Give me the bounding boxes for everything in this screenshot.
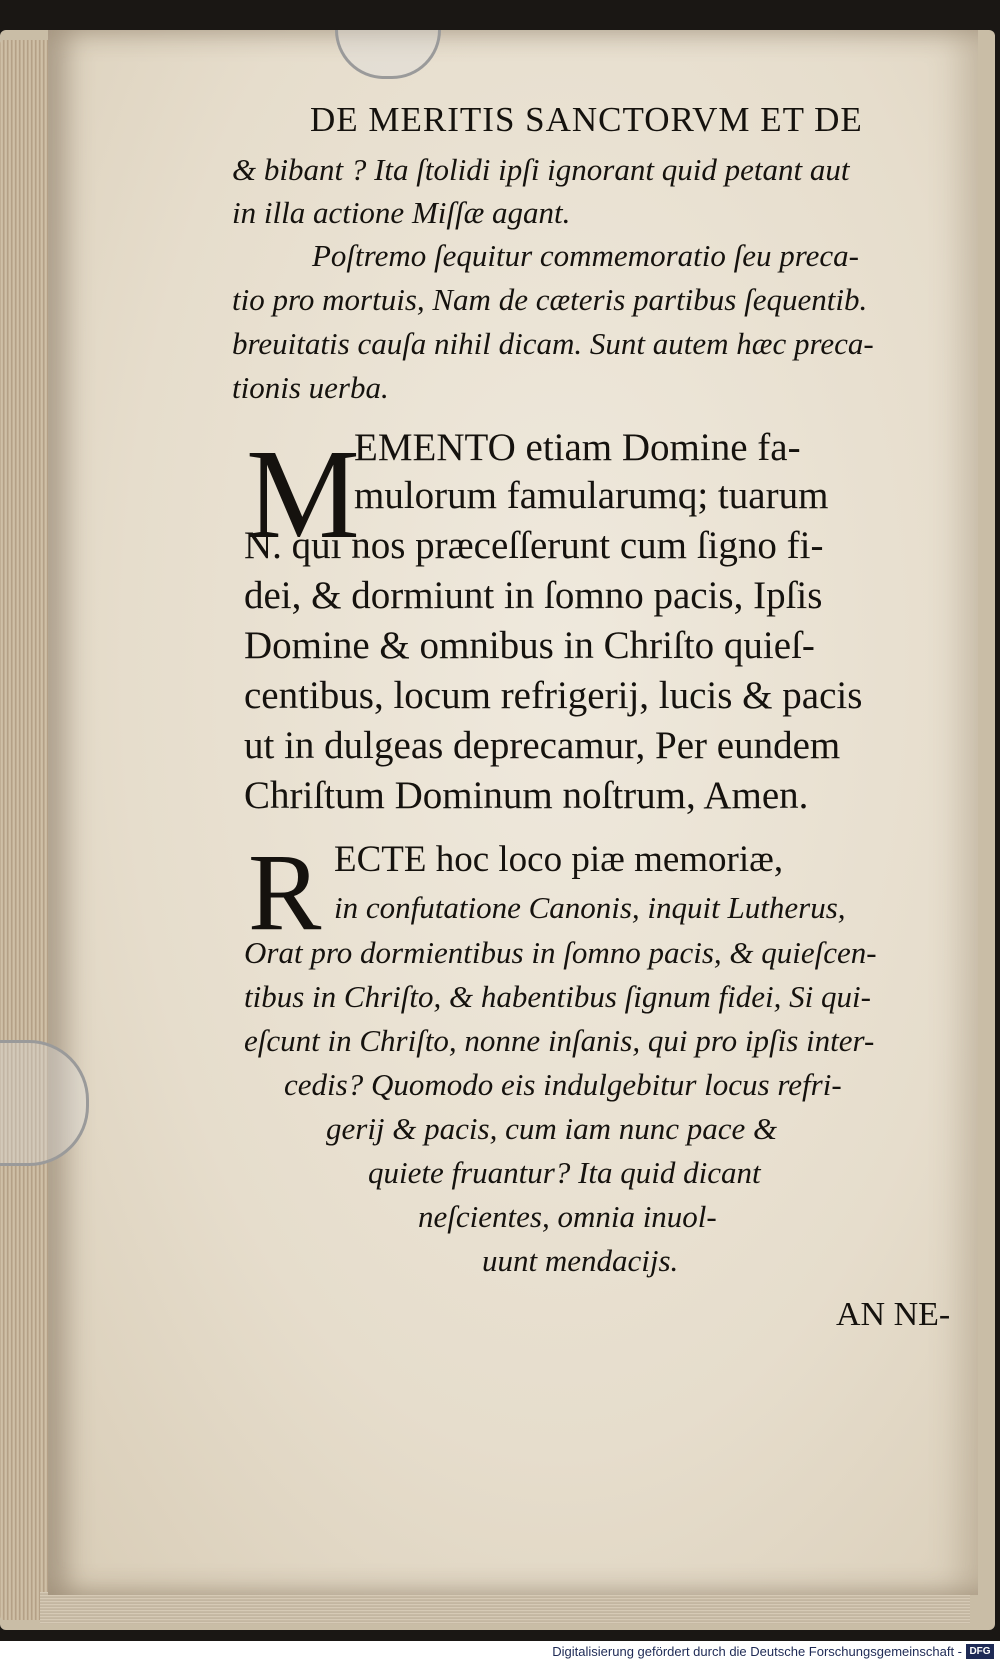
drop-cap-m: M xyxy=(246,423,360,565)
paragraph1-line-2: in illa actione Miſſæ agant. xyxy=(232,195,571,230)
memento-line-8: Chriſtum Dominum noſtrum, Amen. xyxy=(244,774,809,817)
page-edges-bottom xyxy=(40,1592,970,1624)
recte-first-line: ECTE hoc loco piæ memoriæ, xyxy=(334,839,784,880)
dfg-logo: DFG xyxy=(966,1644,994,1659)
memento-line-4: dei, & dormiunt in ſomno pacis, Ipſis xyxy=(244,574,823,617)
memento-line-7: ut in dulgeas deprecamur, Per eundem xyxy=(244,724,841,767)
recte-line-3: tibus in Chriſto, & habentibus ſignum fidei, Si qui- xyxy=(244,979,871,1014)
paragraph1-line-4: tio pro mortuis, Nam de cæteris partibus ſequentib. xyxy=(232,282,868,317)
page-edges-left xyxy=(0,40,48,1620)
recte-line-5: cedis? Quomodo eis indulgebitur locus refri- xyxy=(284,1067,842,1102)
footer-credit: Digitalisierung gefördert durch die Deutsche Forschungsgemeinschaft - xyxy=(552,1644,962,1659)
running-head: DE MERITIS SANCTORVM ET DE xyxy=(310,100,863,139)
paragraph1-line-3: Poſtremo ſequitur commemoratio ſeu preca- xyxy=(312,238,859,273)
recte-line-4: eſcunt in Chriſto, nonne inſanis, qui pro ipſis inter- xyxy=(244,1023,875,1058)
paragraph1-line-5: breuitatis cauſa nihil dicam. Sunt autem hæc preca- xyxy=(232,326,874,361)
catchword: AN NE- xyxy=(836,1296,951,1333)
paragraph1-line-6: tionis uerba. xyxy=(232,370,389,405)
recte-line-9: uunt mendacijs. xyxy=(482,1243,679,1278)
recte-line-2: Orat pro dormientibus in ſomno pacis, & quieſcen- xyxy=(244,935,877,970)
recte-line-1: in confutatione Canonis, inquit Lutherus, xyxy=(334,890,846,925)
memento-line-5: Domine & omnibus in Chriſto quieſ- xyxy=(244,624,815,667)
recte-line-6: gerij & pacis, cum iam nunc pace & xyxy=(326,1111,778,1146)
memento-line-3: N. qui nos præceſſerunt cum ſigno fi- xyxy=(244,524,824,567)
memento-line-6: centibus, locum refrigerij, lucis & pacis xyxy=(244,674,863,717)
recte-line-8: neſcientes, omnia inuol- xyxy=(418,1199,717,1234)
paragraph1-line-1: & bibant ? Ita ſtolidi ipſi ignorant quid petant aut xyxy=(232,152,850,187)
digitization-footer xyxy=(0,1641,1000,1669)
memento-line-1: EMENTO etiam Domine fa- xyxy=(354,426,801,469)
recte-line-7: quiete fruantur? Ita quid dicant xyxy=(368,1155,761,1190)
drop-cap-r: R xyxy=(248,831,322,953)
memento-line-2: mulorum famularumq; tuarum xyxy=(354,474,829,517)
